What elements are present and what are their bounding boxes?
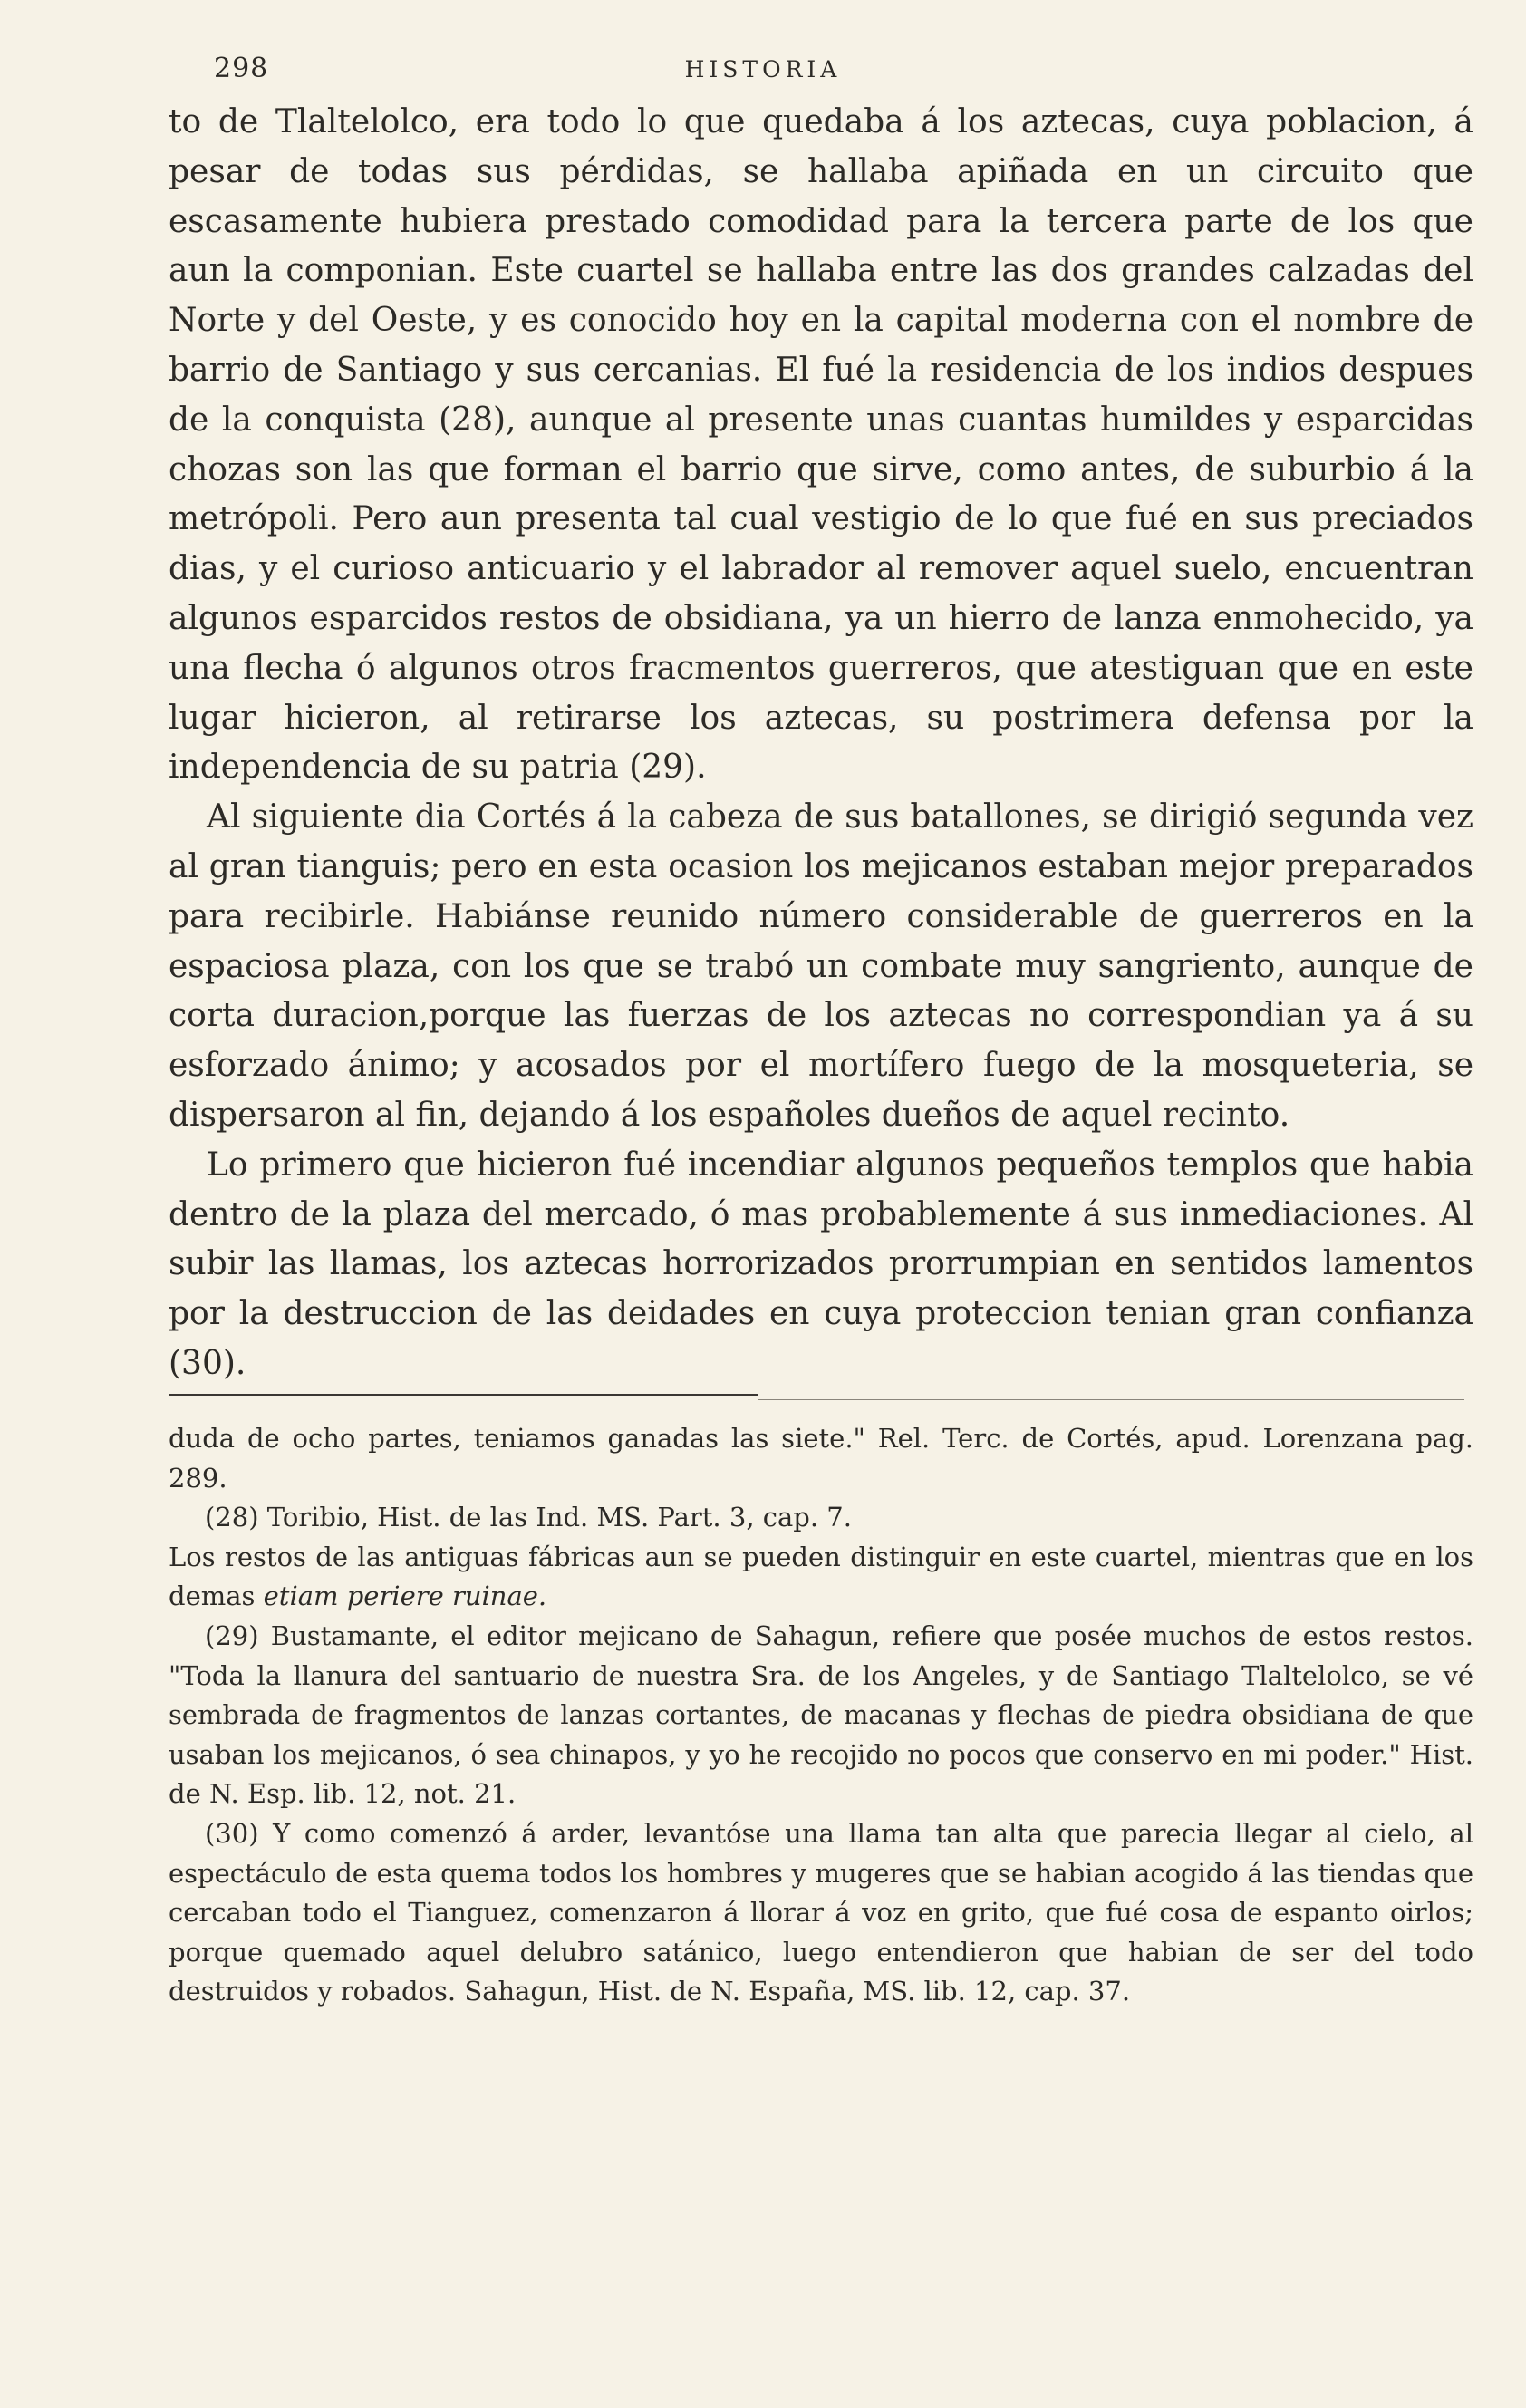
footnote-28-reference: (28) Toribio, Hist. de las Ind. MS. Part. 3, cap. 7.	[205, 1502, 852, 1533]
footnote-30: (30) Y como comenzó á arder, levantóse una llama tan alta que parecia llegar al cielo, al espectáculo de esta quema todos los hombres y mugeres que se habian acogido á las tiendas que cercaban todo el Tianguez, comenzaron á llorar á voz en grito, que fué cosa de espanto oirlos; porque quemado aquel delubro satánico, luego entendieron que habian de ser del todo destruidos y robados. Sahagun, Hist. de N. España, MS. lib. 12, cap. 37.	[169, 1817, 1473, 2007]
footnote-divider-thin	[758, 1399, 1464, 1400]
footnote-28-latin: etiam periere ruinae.	[263, 1581, 547, 1612]
footnote-continuation: duda de ocho partes, teniamos ganadas las siete." Rel. Terc. de Cortés, apud. Lorenzana pag. 289.	[169, 1423, 1473, 1494]
running-title: HISTORIA	[684, 56, 842, 82]
main-text	[169, 98, 1473, 1389]
page-number: 298	[214, 53, 269, 84]
footnote-divider	[169, 1394, 758, 1396]
paragraph-incendio: Lo primero que hicieron fué incendiar algunos pequeños templos que habia dentro de la plaza del mercado, ó mas probablemente á sus inmediaciones. Al subir las llamas, los aztecas horrorizados prorrumpian en sentidos lamentos por la destruccion de las deidades en cuya proteccion tenian gran confianza (30).	[169, 1146, 1473, 1382]
page-header	[0, 53, 1526, 96]
footnote-28-text	[169, 1538, 1473, 1617]
footnote-28-body: Los restos de las antiguas fábricas aun se pueden distinguir en este cuartel, mientras que en los demas	[169, 1541, 1473, 1612]
footnotes	[169, 1419, 1473, 2012]
paragraph-continuation: to de Tlaltelolco, era todo lo que quedaba á los aztecas, cuya poblacion, á pesar de todas sus pérdidas, se hallaba apiñada en un circuito que escasamente hubiera prestado comodidad para la tercera parte de los que aun la componian. Este cuartel se hallaba entre las dos grandes calzadas del Norte y del Oeste, y es conocido hoy en la capital moderna con el nombre de barrio de Santiago y sus cercanias. El fué la residencia de los indios despues de la conquista (28), aunque al presente unas cuantas humildes y esparcidas chozas son las que forman el barrio que sirve, como antes, de suburbio á la metrópoli. Pero aun presenta tal cual vestigio de lo que fué en sus preciados dias, y el curioso anticuario y el labrador al remover aquel suelo, encuentran algunos esparcidos restos de obsidiana, ya un hierro de lanza enmohecido, ya una flecha ó algunos otros fracmentos guerreros, que atestiguan que en este lugar hicieron, al retirarse los aztecas, su postrimera defensa por la independencia de su patria (29).	[169, 103, 1473, 787]
paragraph-tianguis: Al siguiente dia Cortés á la cabeza de sus batallones, se dirigió segunda vez al gran tianguis; pero en esta ocasion los mejicanos estaban mejor preparados para recibirle. Habiánse reunido número considerable de guerreros en la espaciosa plaza, con los que se trabó un combate muy sangriento, aunque de corta duracion,porque las fuerzas de los aztecas no correspondian ya á su esforzado ánimo; y acosados por el mortífero fuego de la mosqueteria, se dispersaron al fin, dejando á los españoles dueños de aquel recinto.	[169, 798, 1473, 1134]
footnote-29: (29) Bustamante, el editor mejicano de Sahagun, refiere que posée muchos de estos restos. "Toda la llanura del santuario de nuestra Sra. de los Angeles, y de Santiago Tlaltelolco, se vé sembrada de fragmentos de lanzas cortantes, de macanas y flechas de piedra obsidiana de que usaban los mejicanos, ó sea chinapos, y yo he recojido no pocos que conservo en mi poder." Hist. de N. Esp. lib. 12, not. 21.	[169, 1620, 1473, 1810]
